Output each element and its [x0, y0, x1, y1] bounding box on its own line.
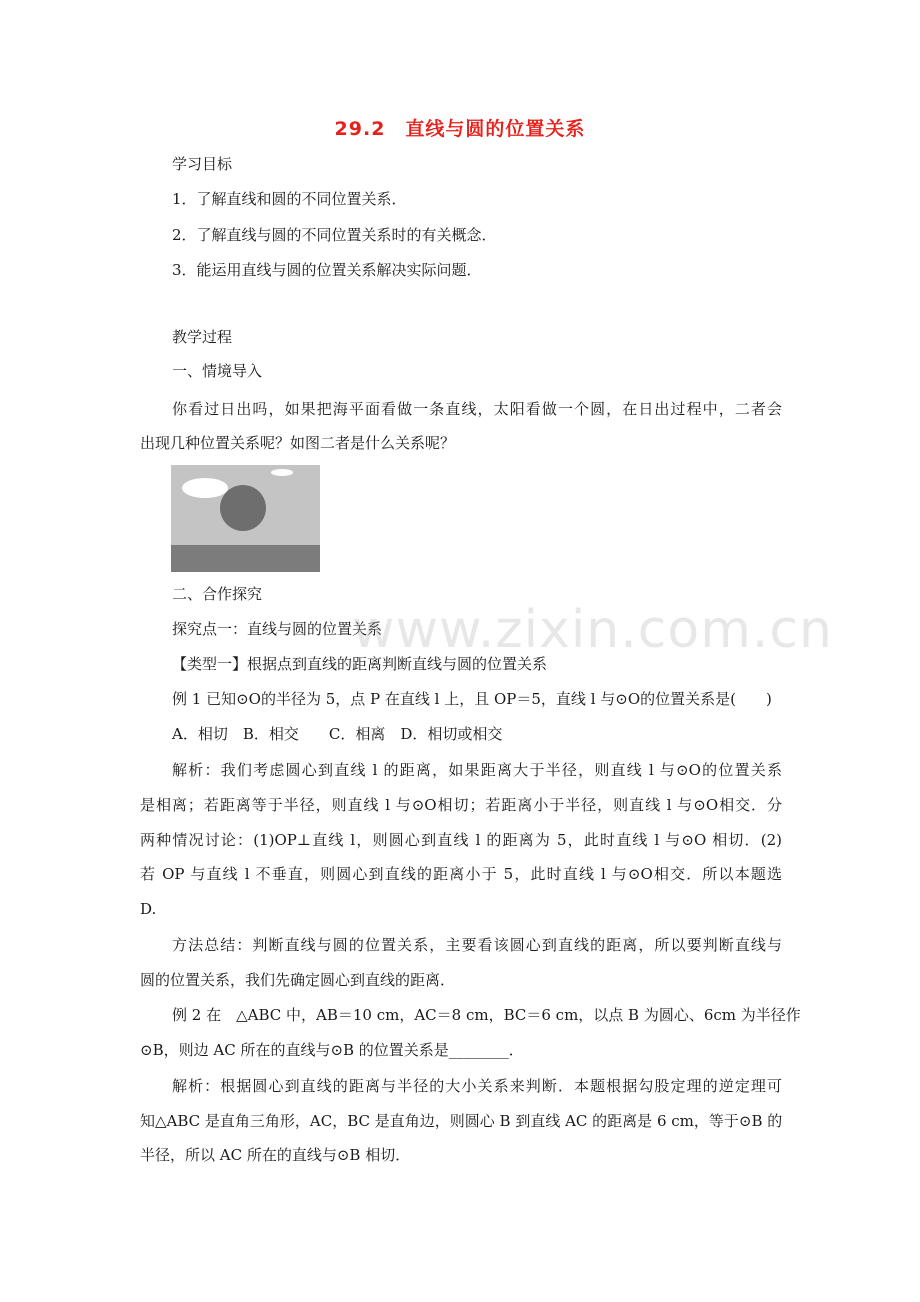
section-heading: 一、情境导入 [172, 362, 263, 380]
goals-heading: 学习目标 [172, 155, 233, 173]
paragraph-line: 例 2 在 △ABC 中，AB＝10 cm，AC＝8 cm，BC＝6 cm，以点 B 为圆心、6cm 为半径作 [172, 1006, 801, 1024]
paragraph-line: ⊙B，则边 AC 所在的直线与⊙B 的位置关系是________． [140, 1041, 524, 1059]
paragraph-line: 知△ABC 是直角三角形，AC，BC 是直角边，则圆心 B 到直线 AC 的距离是 6 cm，等于⊙B 的 [140, 1112, 783, 1130]
paragraph-line: 两种情况讨论：(1)OP⊥直线 l，则圆心到直线 l 的距离为 5，此时直线 l 与⊙O 相切．(2) [140, 831, 782, 849]
paragraph-line: 出现几种位置关系呢？如图二者是什么关系呢？ [140, 434, 456, 452]
sea-line [171, 545, 320, 572]
cloud-shape [271, 469, 293, 476]
section-heading: 二、合作探究 [172, 585, 263, 603]
example-question: 例 1 已知⊙O的半径为 5，点 P 在直线 l 上，且 OP＝5，直线 l 与⊙O的位置关系是( ) [172, 690, 772, 708]
goal-item: 1．了解直线和圆的不同位置关系． [172, 190, 407, 208]
sun-circle [220, 485, 266, 531]
paragraph-line: 圆的位置关系，我们先确定圆心到直线的距离． [140, 971, 456, 989]
process-heading: 教学过程 [172, 328, 233, 346]
paragraph-line: 你看过日出吗，如果把海平面看做一条直线，太阳看做一个圆，在日出过程中，二者会 [172, 400, 782, 418]
paragraph-line: 方法总结：判断直线与圆的位置关系，主要看该圆心到直线的距离，所以要判断直线与 [172, 936, 782, 954]
sunrise-figure [171, 465, 320, 572]
goal-item: 3．能运用直线与圆的位置关系解决实际问题． [172, 261, 482, 279]
paragraph-line: 解析：根据圆心到直线的距离与半径的大小关系来判断．本题根据勾股定理的逆定理可 [172, 1077, 782, 1095]
paragraph-line: 半径，所以 AC 所在的直线与⊙B 相切． [140, 1146, 411, 1164]
watermark: www.zixin.com.cn [352, 600, 833, 660]
subsection-heading: 探究点一：直线与圆的位置关系 [172, 620, 383, 638]
goal-item: 2．了解直线与圆的不同位置关系时的有关概念． [172, 226, 497, 244]
page-title: 29.2 直线与圆的位置关系 [334, 118, 586, 140]
paragraph-line: 是相离；若距离等于半径，则直线 l 与⊙O相切；若距离小于半径，则直线 l 与⊙O相交．分 [140, 796, 782, 814]
paragraph-line: 解析：我们考虑圆心到直线 l 的距离，如果距离大于半径，则直线 l 与⊙O的位置关系 [172, 761, 782, 779]
type-heading: 【类型一】根据点到直线的距离判断直线与圆的位置关系 [172, 655, 548, 673]
example-options: A．相切 B．相交 C．相离 D．相切或相交 [172, 725, 503, 743]
paragraph-line: 若 OP 与直线 l 不垂直，则圆心到直线的距离小于 5，此时直线 l 与⊙O相交．所以本题选 [140, 865, 782, 883]
cloud-shape [182, 478, 228, 498]
paragraph-line: D. [140, 900, 157, 918]
